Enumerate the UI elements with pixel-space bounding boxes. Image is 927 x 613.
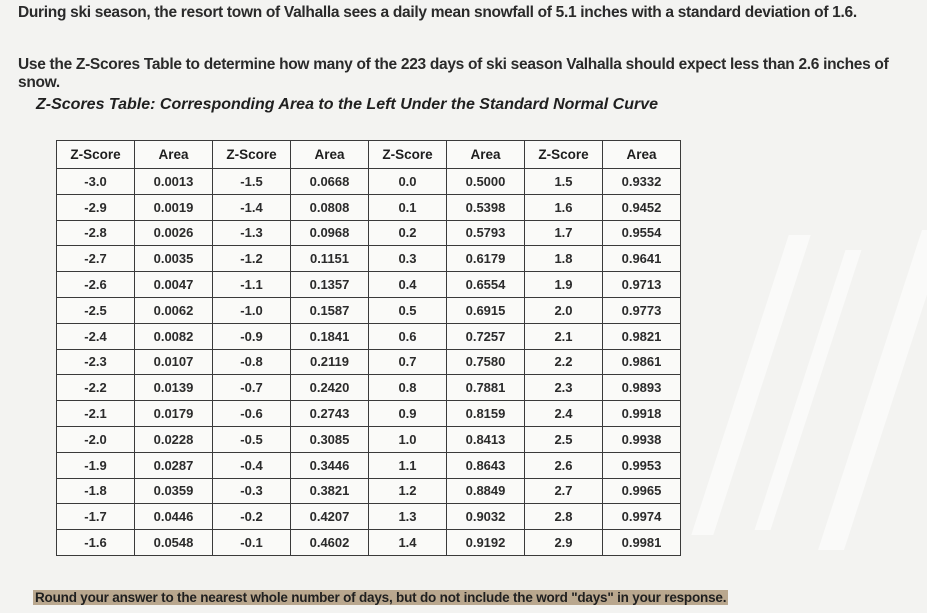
z-score-cell: 2.3 [525, 375, 603, 401]
area-cell: 0.0107 [135, 349, 213, 375]
z-score-cell: -1.9 [57, 452, 135, 478]
z-score-cell: 0.9 [369, 401, 447, 427]
column-header: Z-Score [525, 141, 603, 169]
column-header: Area [291, 141, 369, 169]
area-cell: 0.9953 [603, 452, 681, 478]
area-cell: 0.9918 [603, 401, 681, 427]
area-cell: 0.0035 [135, 246, 213, 272]
z-score-cell: -1.1 [213, 272, 291, 298]
area-cell: 0.9192 [447, 530, 525, 556]
z-score-cell: -3.0 [57, 169, 135, 195]
area-cell: 0.0808 [291, 194, 369, 220]
z-score-cell: -0.1 [213, 530, 291, 556]
z-score-cell: -2.4 [57, 323, 135, 349]
area-cell: 0.4207 [291, 504, 369, 530]
area-cell: 0.9981 [603, 530, 681, 556]
z-score-cell: -1.8 [57, 478, 135, 504]
area-cell: 0.7580 [447, 349, 525, 375]
z-score-cell: -0.2 [213, 504, 291, 530]
z-score-cell: 0.2 [369, 220, 447, 246]
area-cell: 0.1151 [291, 246, 369, 272]
area-cell: 0.5398 [447, 194, 525, 220]
area-cell: 0.9554 [603, 220, 681, 246]
z-score-cell: -2.5 [57, 297, 135, 323]
background-streak [818, 230, 927, 550]
area-cell: 0.0359 [135, 478, 213, 504]
z-score-cell: 0.1 [369, 194, 447, 220]
problem-line-2: Use the Z-Scores Table to determine how many of the 223 days of ski season Valhalla should expect less than 2.6 inches of snow. [18, 56, 889, 91]
area-cell: 0.9773 [603, 297, 681, 323]
z-score-cell: 2.5 [525, 426, 603, 452]
z-score-cell: -2.3 [57, 349, 135, 375]
area-cell: 0.8413 [447, 426, 525, 452]
area-cell: 0.8849 [447, 478, 525, 504]
z-score-cell: 0.4 [369, 272, 447, 298]
z-score-cell: 0.6 [369, 323, 447, 349]
column-header: Area [447, 141, 525, 169]
z-score-cell: 1.2 [369, 478, 447, 504]
area-cell: 0.6554 [447, 272, 525, 298]
z-score-cell: 1.5 [525, 169, 603, 195]
table-row [57, 194, 681, 220]
column-header: Area [603, 141, 681, 169]
z-score-cell: -1.2 [213, 246, 291, 272]
table-row [57, 323, 681, 349]
area-cell: 0.1841 [291, 323, 369, 349]
table-row [57, 375, 681, 401]
z-score-cell: 2.0 [525, 297, 603, 323]
area-cell: 0.9861 [603, 349, 681, 375]
z-score-cell: 2.7 [525, 478, 603, 504]
table-row [57, 504, 681, 530]
table-row [57, 452, 681, 478]
background-streak [691, 235, 810, 535]
z-score-cell: -2.1 [57, 401, 135, 427]
z-score-cell: -1.0 [213, 297, 291, 323]
z-score-cell: -0.5 [213, 426, 291, 452]
table-row [57, 169, 681, 195]
z-score-cell: -0.8 [213, 349, 291, 375]
area-cell: 0.9452 [603, 194, 681, 220]
area-cell: 0.0287 [135, 452, 213, 478]
z-scores-table [56, 140, 681, 556]
area-cell: 0.9965 [603, 478, 681, 504]
z-score-cell: 2.1 [525, 323, 603, 349]
z-score-cell: -0.3 [213, 478, 291, 504]
area-cell: 0.9938 [603, 426, 681, 452]
area-cell: 0.0026 [135, 220, 213, 246]
z-score-cell: -1.5 [213, 169, 291, 195]
area-cell: 0.4602 [291, 530, 369, 556]
area-cell: 0.5000 [447, 169, 525, 195]
area-cell: 0.7257 [447, 323, 525, 349]
z-score-cell: 2.6 [525, 452, 603, 478]
table-row [57, 349, 681, 375]
table-body [57, 169, 681, 556]
z-score-cell: -2.8 [57, 220, 135, 246]
area-cell: 0.0019 [135, 194, 213, 220]
area-cell: 0.7881 [447, 375, 525, 401]
area-cell: 0.2119 [291, 349, 369, 375]
z-score-cell: -1.4 [213, 194, 291, 220]
z-score-cell: 0.8 [369, 375, 447, 401]
area-cell: 0.3085 [291, 426, 369, 452]
area-cell: 0.2743 [291, 401, 369, 427]
z-score-cell: 0.5 [369, 297, 447, 323]
z-score-cell: 0.7 [369, 349, 447, 375]
z-score-cell: -2.2 [57, 375, 135, 401]
column-header: Z-Score [369, 141, 447, 169]
area-cell: 0.9974 [603, 504, 681, 530]
z-score-cell: -2.6 [57, 272, 135, 298]
area-cell: 0.5793 [447, 220, 525, 246]
area-cell: 0.6915 [447, 297, 525, 323]
area-cell: 0.9641 [603, 246, 681, 272]
problem-line-1: During ski season, the resort town of Valhalla sees a daily mean snowfall of 5.1 inches with a standard deviation of 1.6. [18, 4, 857, 21]
column-header: Area [135, 141, 213, 169]
z-score-cell: 1.9 [525, 272, 603, 298]
z-score-cell: -2.7 [57, 246, 135, 272]
z-score-cell: 2.8 [525, 504, 603, 530]
z-score-cell: -0.9 [213, 323, 291, 349]
area-cell: 0.0082 [135, 323, 213, 349]
table-row [57, 530, 681, 556]
z-score-cell: 1.6 [525, 194, 603, 220]
table-row [57, 220, 681, 246]
z-score-cell: -0.4 [213, 452, 291, 478]
area-cell: 0.0668 [291, 169, 369, 195]
z-score-cell: -1.7 [57, 504, 135, 530]
area-cell: 0.9032 [447, 504, 525, 530]
area-cell: 0.8159 [447, 401, 525, 427]
area-cell: 0.0228 [135, 426, 213, 452]
table-row [57, 272, 681, 298]
table-row [57, 426, 681, 452]
area-cell: 0.8643 [447, 452, 525, 478]
area-cell: 0.0446 [135, 504, 213, 530]
z-score-cell: 1.7 [525, 220, 603, 246]
area-cell: 0.0047 [135, 272, 213, 298]
area-cell: 0.9821 [603, 323, 681, 349]
rounding-instruction: Round your answer to the nearest whole number of days, but do not include the word "days" in your response. [35, 590, 727, 605]
area-cell: 0.2420 [291, 375, 369, 401]
area-cell: 0.0968 [291, 220, 369, 246]
area-cell: 0.0548 [135, 530, 213, 556]
area-cell: 0.9713 [603, 272, 681, 298]
area-cell: 0.1357 [291, 272, 369, 298]
column-header: Z-Score [57, 141, 135, 169]
table-header-row [57, 141, 681, 169]
area-cell: 0.9893 [603, 375, 681, 401]
z-score-cell: 2.4 [525, 401, 603, 427]
z-score-cell: 0.3 [369, 246, 447, 272]
z-score-cell: -2.9 [57, 194, 135, 220]
area-cell: 0.0013 [135, 169, 213, 195]
z-score-cell: 0.0 [369, 169, 447, 195]
table-row [57, 297, 681, 323]
z-score-cell: -2.0 [57, 426, 135, 452]
z-score-cell: 1.4 [369, 530, 447, 556]
area-cell: 0.0139 [135, 375, 213, 401]
z-score-cell: 2.9 [525, 530, 603, 556]
z-score-cell: 1.1 [369, 452, 447, 478]
table-row [57, 401, 681, 427]
z-score-cell: 1.3 [369, 504, 447, 530]
table-row [57, 246, 681, 272]
area-cell: 0.1587 [291, 297, 369, 323]
table-row [57, 478, 681, 504]
z-score-cell: 1.0 [369, 426, 447, 452]
z-score-cell: 1.8 [525, 246, 603, 272]
z-score-cell: -0.6 [213, 401, 291, 427]
z-score-cell: -0.7 [213, 375, 291, 401]
area-cell: 0.0062 [135, 297, 213, 323]
area-cell: 0.9332 [603, 169, 681, 195]
area-cell: 0.0179 [135, 401, 213, 427]
column-header: Z-Score [213, 141, 291, 169]
area-cell: 0.3446 [291, 452, 369, 478]
area-cell: 0.3821 [291, 478, 369, 504]
table-title: Z-Scores Table: Corresponding Area to the Left Under the Standard Normal Curve [36, 96, 659, 113]
z-score-cell: -1.6 [57, 530, 135, 556]
z-score-cell: 2.2 [525, 349, 603, 375]
z-score-cell: -1.3 [213, 220, 291, 246]
area-cell: 0.6179 [447, 246, 525, 272]
